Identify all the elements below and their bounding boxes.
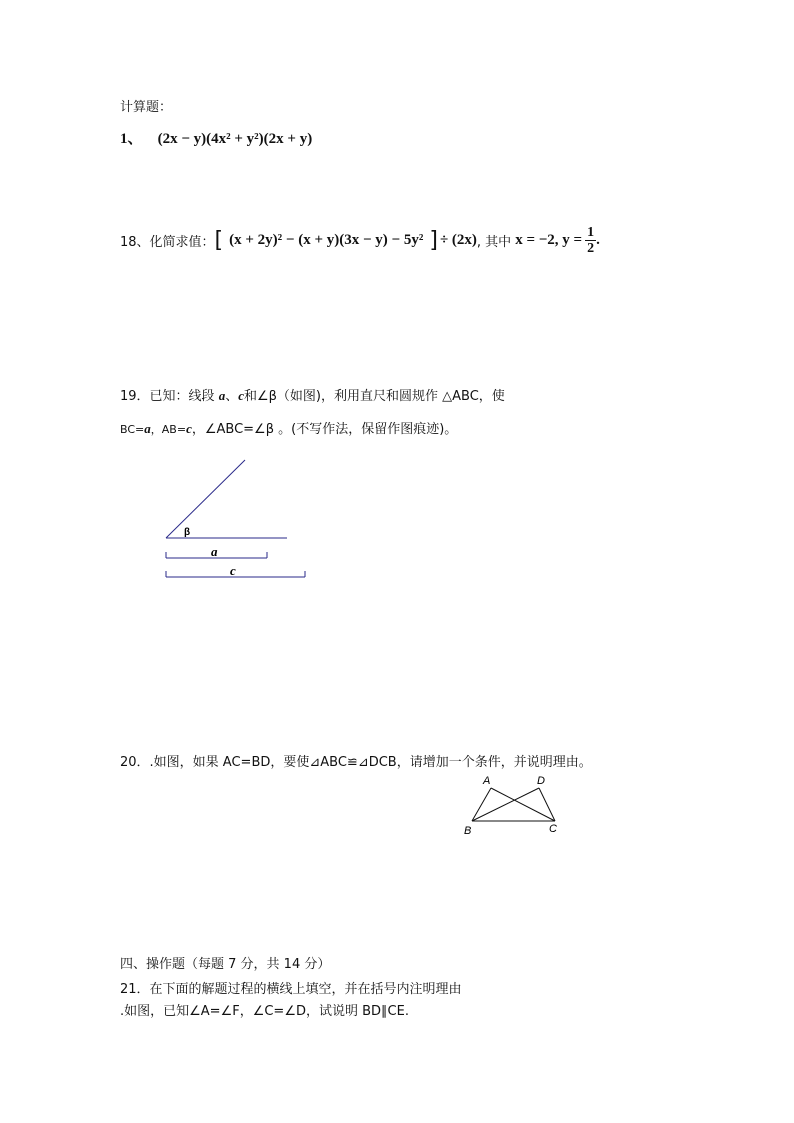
bc-label: BC= (120, 423, 145, 436)
question-20-figure (460, 770, 570, 840)
point-d-label: D (537, 775, 545, 787)
segment-a-label: a (211, 544, 218, 559)
fraction-denominator: 2 (587, 240, 595, 256)
question-1 (120, 127, 312, 148)
angle-condition: ，∠ABC=∠β 。(不写作法，保留作图痕迹)。 (191, 422, 458, 437)
question-18-end: . (596, 231, 600, 248)
angle-ray (166, 460, 245, 538)
question-20: 20．.如图，如果 AC=BD，要使⊿ABC≌⊿DCB，请增加一个条件，并说明理由。 (120, 755, 592, 770)
question-18-expression: (x + 2y)² − (x + y)(3x − y) − 5y² (229, 231, 424, 248)
segment-c-label: c (230, 563, 236, 578)
ab-label: ，AB= (150, 423, 187, 436)
point-b-label: B (464, 825, 472, 837)
var-c-2: c (186, 421, 192, 436)
question-18-bracket-close: ] (429, 227, 438, 253)
var-c: c (238, 388, 244, 403)
beta-label: β (184, 527, 191, 538)
section-4-heading: 四、操作题（每题 7 分，共 14 分） (120, 957, 331, 972)
question-19-instruction: 和∠β（如图)，利用直尺和圆规作 △ABC，使 (243, 389, 505, 404)
segment-dc (539, 788, 555, 821)
question-21-line-1: 21．在下面的解题过程的横线上填空，并在括号内注明理由 (120, 982, 462, 997)
question-19-line-2 (120, 418, 457, 437)
point-c-label: C (549, 823, 557, 835)
question-18-label: 18、化简求值： (120, 234, 215, 250)
point-a-label: A (483, 775, 491, 787)
segment-ac (491, 788, 555, 821)
question-19-figure (160, 455, 320, 585)
question-18-fraction (585, 225, 596, 256)
var-a: a (218, 388, 226, 403)
separator: 、 (225, 389, 239, 404)
question-18-condition: x = −2, y = (515, 231, 583, 248)
question-18-condition-prefix: , 其中 (476, 234, 512, 250)
fraction-numerator: 1 (587, 224, 595, 240)
section-heading: 计算题： (120, 100, 173, 115)
question-21-line-2: .如图，已知∠A=∠F，∠C=∠D，试说明 BD∥CE. (120, 1004, 409, 1019)
question-19-line-1 (120, 385, 505, 404)
question-19-intro: 19．已知：线段 (120, 389, 215, 404)
var-a-2: a (144, 421, 151, 436)
question-18 (120, 222, 600, 258)
question-18-divisor: ÷ (2x) (439, 231, 477, 248)
question-1-number: 1、 (120, 131, 143, 147)
question-1-expression: (2x − y)(4x² + y²)(2x + y) (157, 131, 313, 147)
question-18-bracket-open: [ (214, 227, 224, 253)
